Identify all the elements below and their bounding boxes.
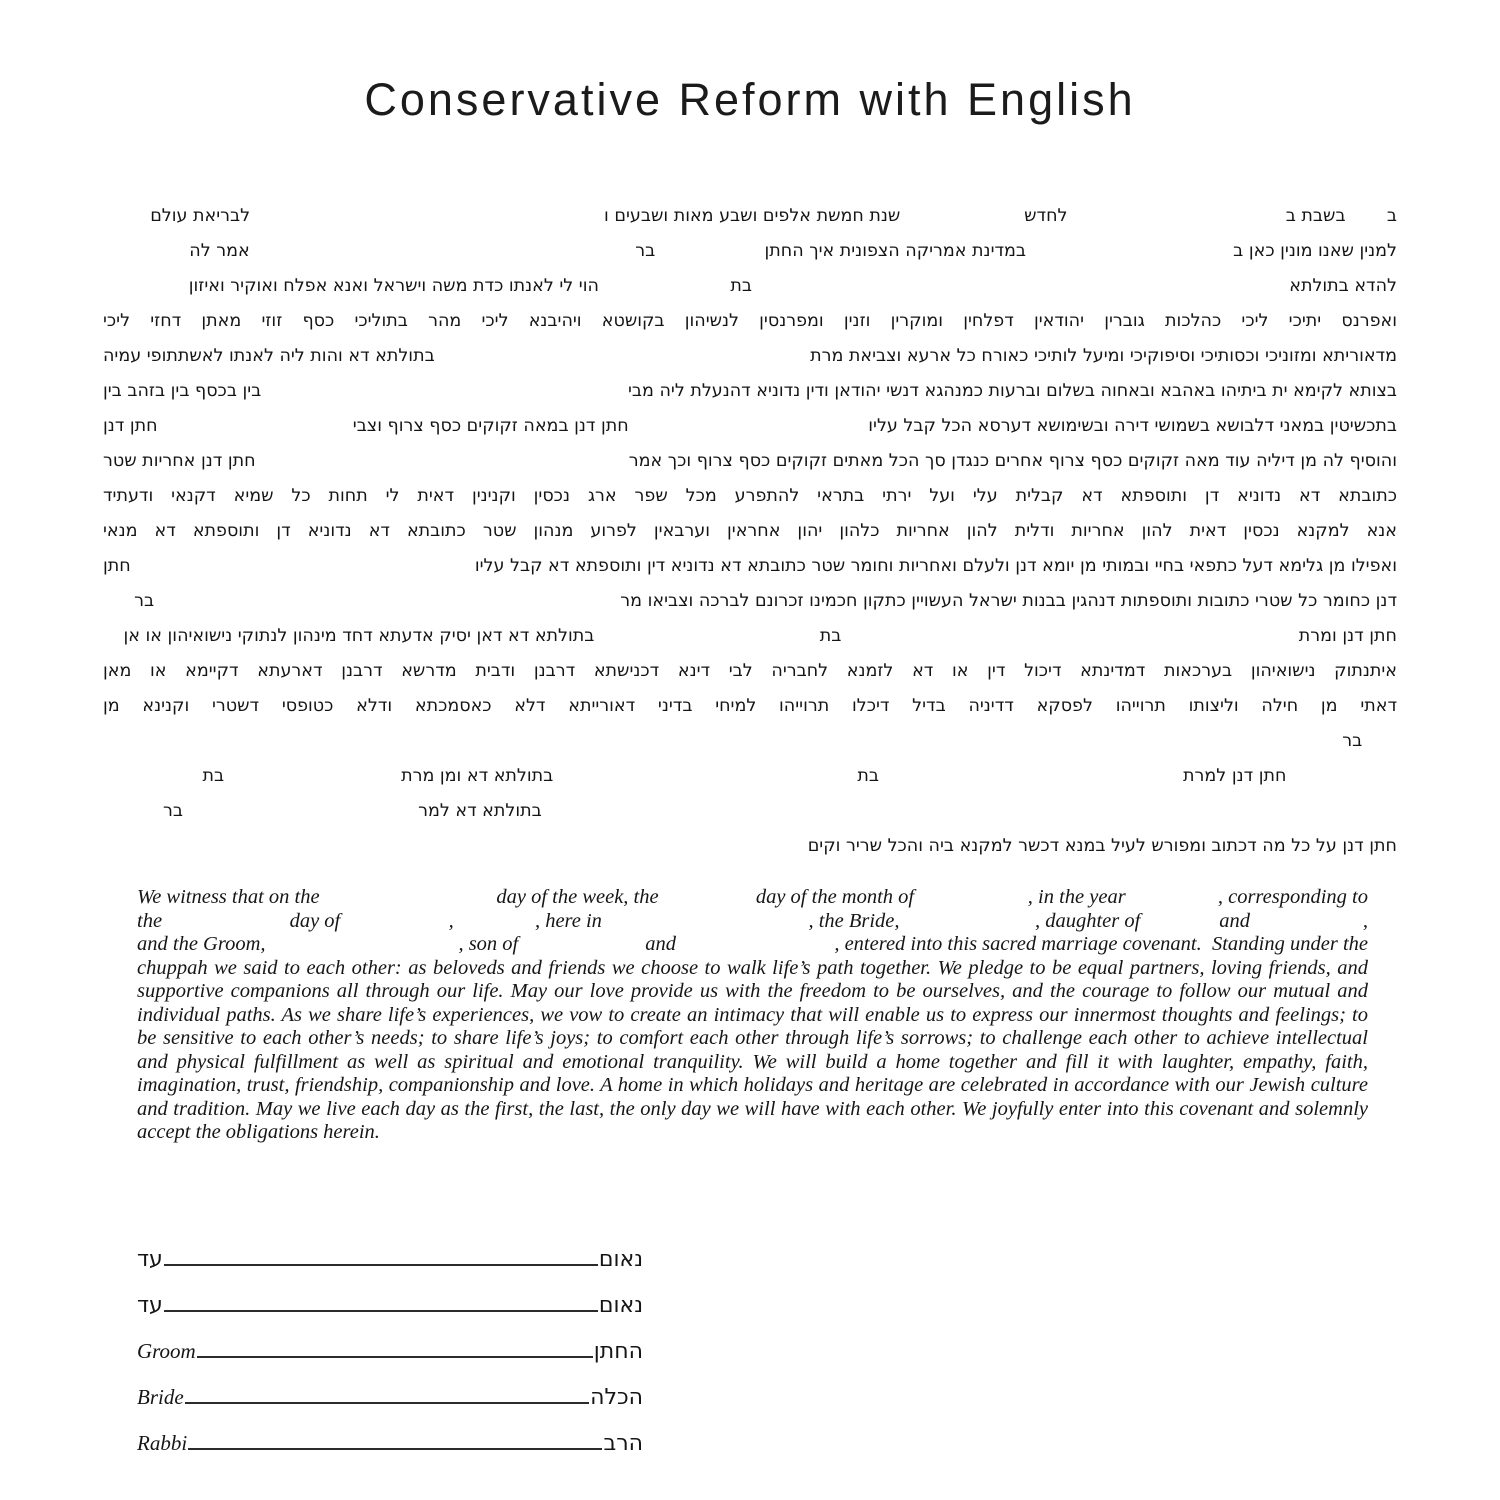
hebrew-text-segment: חתן דנן אחריות שטר: [103, 451, 256, 471]
hebrew-line: ואפרנס יתיכי ליכי כהלכות גוברין יהודאין דפלחין ומוקרין וזנין ומפרנסין לנשיהון בקושטא ויהיבנא ליכי מהר בתוליכי כסף זוזי מאתן דחזי ליכי: [103, 311, 1397, 331]
hebrew-text-segment: בתולתא דא ומן מרת: [401, 766, 554, 786]
hebrew-text-segment: הוי לי לאנתו כדת משה וישראל ואנא אפלח ואוקיר ואיזון: [188, 276, 599, 296]
hebrew-line: כתובתא דא נדוניא דן ותוספתא דא קבלית עלי ועל ירתי בתראי להתפרע מכל שפר ארג נכסין וקנינין דאית לי תחות כל שמיא דקנאי ודעתיד: [103, 486, 1397, 506]
hebrew-text-segment: אמר לה: [189, 241, 250, 261]
hebrew-text-segment: בתולתא דא דאן יסיק אדעתא דחד מינהון לנתוקי נישואיהון או אן: [123, 626, 595, 646]
hebrew-line: [103, 549, 1397, 584]
hebrew-line: [103, 829, 1397, 864]
hebrew-line: [103, 269, 1397, 304]
hebrew-line: איתנתוק נישואיהון בערכאות דמדינתא דיכול דין או דא לזמנא לחבריה לבי דינא דכנישתא דרבנן ודבית מדרשא דרבנן דארעתא דקיימא או מאן: [103, 661, 1397, 681]
hebrew-text-segment: למנין שאנו מונין כאן ב: [1233, 241, 1397, 261]
english-text-segment: and: [645, 933, 676, 955]
signature-label-right: החתן: [593, 1339, 643, 1364]
english-text-segment: day of: [289, 909, 341, 932]
hebrew-line: [103, 759, 1397, 794]
english-text-segment: the: [137, 909, 163, 932]
hebrew-line: [103, 409, 1397, 444]
signature-row: [137, 1272, 643, 1318]
hebrew-text-segment: שנת חמשת אלפים ושבע מאות ושבעים ו: [604, 206, 901, 226]
signature-section: [137, 1226, 643, 1456]
english-text-segment: ,: [448, 909, 454, 932]
hebrew-text-segment: בר: [134, 591, 155, 611]
hebrew-line: [103, 374, 1397, 409]
hebrew-text-segment: בר: [635, 241, 656, 261]
english-text-segment: day of the month of: [755, 886, 915, 908]
document-title: Conservative Reform with English: [364, 74, 1136, 125]
hebrew-text-segment: חתן דנן: [103, 416, 158, 436]
signature-line: [197, 1356, 593, 1358]
english-text-segment: , here in: [534, 909, 602, 932]
english-text-segment: We witness that on the: [137, 886, 320, 908]
signature-label-left: Rabbi: [137, 1431, 188, 1455]
english-text-segment: , the Bride,: [808, 909, 900, 932]
hebrew-text-segment: בר: [1342, 731, 1363, 751]
hebrew-text-segment: במדינת אמריקה הצפונית איך החתן: [764, 241, 1027, 261]
hebrew-line: דאתי מן חילה וליצותו תרוייהו לפסקא דדיניה בדיל דיכלו תרוייהו למיחי בדיני דאורייתא דלא כאסמכתא ודלא כטופסי דשטרי וקנינא מן: [103, 696, 1397, 716]
signature-label-left: עד: [137, 1293, 163, 1318]
english-text-block: [137, 886, 1368, 1145]
signature-row: [137, 1364, 643, 1410]
hebrew-text-segment: והוסיף לה מן דיליה עוד מאה זקוקים כסף צרוף אחרים כנגדן סך הכל מאתים זקוקים כסף צרוף וכך אמר: [628, 451, 1397, 471]
english-header-line: [137, 933, 1368, 957]
hebrew-text-segment: לבריאת עולם: [150, 206, 251, 226]
signature-label-left: Bride: [137, 1385, 184, 1409]
hebrew-text-segment: בצותא לקימא ית ביתיהו באהבא ובאחוה בשלום וברעות כמנהגא דנשי יהודאן ודין נדוניא דהנעלת ליה מבי: [628, 381, 1397, 401]
signature-line: [188, 1448, 602, 1450]
hebrew-line: [103, 794, 1397, 829]
english-header-line: [137, 886, 1368, 910]
english-header-line: [137, 910, 1368, 934]
english-text-segment: , in the year: [1027, 886, 1126, 908]
signature-label-left: Groom: [137, 1339, 196, 1363]
hebrew-text-segment: להדא בתולתא: [1289, 276, 1397, 296]
signature-label-right: הרב: [603, 1431, 643, 1456]
hebrew-text-segment: בת: [202, 766, 225, 786]
english-text-segment: and the Groom,: [137, 933, 266, 955]
signature-row: [137, 1226, 643, 1272]
hebrew-line: [103, 199, 1397, 234]
signature-label-left: עד: [137, 1247, 163, 1272]
hebrew-text-segment: בת: [857, 766, 879, 786]
signature-label-right: נאום: [598, 1247, 643, 1272]
hebrew-text-block: [103, 199, 1397, 864]
hebrew-text-segment: בר: [163, 801, 184, 821]
hebrew-text-segment: בתולתא דא למר: [418, 801, 542, 821]
hebrew-text-segment: ואפילו מן גלימא דעל כתפאי בחיי ובמותי מן יומא דנן ולעלם ואחריות וחומר שטר כתובתא דא נדוניא דין ותוספתא דא קבל עליו: [474, 556, 1397, 576]
hebrew-line: [103, 339, 1397, 374]
hebrew-text-segment: חתן דנן במאה זקוקים כסף צרוף וצבי: [352, 416, 629, 436]
hebrew-text-segment: חתן דנן על כל מה דכתוב ומפורש לעיל במנא דכשר למקנא ביה והכל שריר וקים: [807, 836, 1397, 856]
hebrew-line: [103, 619, 1397, 654]
english-body-paragraph: chuppah we said to each other: as beloveds and friends we choose to walk life’s path together. We pledge to be equal partners, loving friends, and supportive companions all through our life. May our love provide us with the freedom to be ourselves, and the courage to follow our mutual and individual paths. As we share life’s experiences, we vow to create an intimacy that will enable us to express our innermost thoughts and feelings; to be sensitive to each other’s needs; to share life’s joys; to comfort each other through life’s sorrows; to challenge each other to achieve intellectual and physical fulfillment as well as spiritual and emotional tranquility. We will build a home together and fill it with laughter, empathy, faith, imagination, trust, friendship, companionship and love. A home in which holidays and heritage are celebrated in accordance with our Jewish culture and tradition. May we live each day as the first, the last, the only day we will have with each other. We joyfully enter into this covenant and solemnly accept the obligations herein.: [137, 956, 1368, 1143]
signature-line: [164, 1264, 598, 1266]
hebrew-text-segment: בת: [730, 276, 752, 296]
hebrew-text-segment: דנן כחומר כל שטרי כתובות ותוספתות דנהגין בבנות ישראל העשויין כתקון חכמינו זכרונם לברכה וצביאו מר: [620, 591, 1397, 611]
signature-row: [137, 1410, 643, 1456]
english-text-segment: , corresponding to: [1217, 886, 1368, 908]
hebrew-text-segment: חתן דנן למרת: [1183, 766, 1287, 786]
hebrew-text-segment: חתן דנן ומרת: [1298, 626, 1397, 646]
hebrew-text-segment: לחדש: [1024, 206, 1068, 226]
hebrew-text-segment: חתן: [103, 556, 131, 576]
english-header-lines: [137, 886, 1368, 957]
hebrew-text-segment: בתולתא דא והות ליה לאנתו לאשתתופי עמיה: [103, 346, 435, 366]
english-text-segment: , daughter of: [1034, 909, 1141, 932]
english-text-segment: and: [1219, 909, 1251, 932]
signature-line: [164, 1310, 598, 1312]
english-text-segment: day of the week, the: [496, 886, 659, 908]
hebrew-line: [103, 584, 1397, 619]
hebrew-line: [103, 234, 1397, 269]
hebrew-line: [103, 724, 1397, 759]
signature-label-right: נאום: [598, 1293, 643, 1318]
hebrew-line: אנא למקנא נכסין דאית להון אחריות ודלית להון אחריות כלהון יהון אחראין וערבאין לפרוע מנהון שטר כתובתא דא נדוניא דן ותוספתא דא מנאי: [103, 521, 1397, 541]
hebrew-text-segment: ב: [1386, 206, 1397, 226]
signature-line: [185, 1402, 589, 1404]
hebrew-text-segment: בת: [819, 626, 842, 646]
hebrew-text-segment: בין בכסף בין בזהב בין: [103, 381, 262, 401]
english-text-segment: ,: [1362, 909, 1368, 932]
hebrew-text-segment: בשבת ב: [1285, 206, 1346, 226]
signature-row: [137, 1318, 643, 1364]
hebrew-text-segment: בתכשיטין במאני דלבושא בשמושי דירה ובשימושא דערסא הכל קבל עליו: [868, 416, 1397, 436]
hebrew-line: [103, 444, 1397, 479]
signature-label-right: הכלה: [590, 1385, 643, 1410]
hebrew-text-segment: מדאוריתא ומזוניכי וכסותיכי וסיפוקיכי ומיעל לותיכי כאורח כל ארעא וצביאת מרת: [810, 346, 1397, 366]
english-text-segment: , son of: [458, 933, 519, 955]
english-text-segment: , entered into this sacred marriage covenant. Standing under the: [834, 933, 1368, 955]
